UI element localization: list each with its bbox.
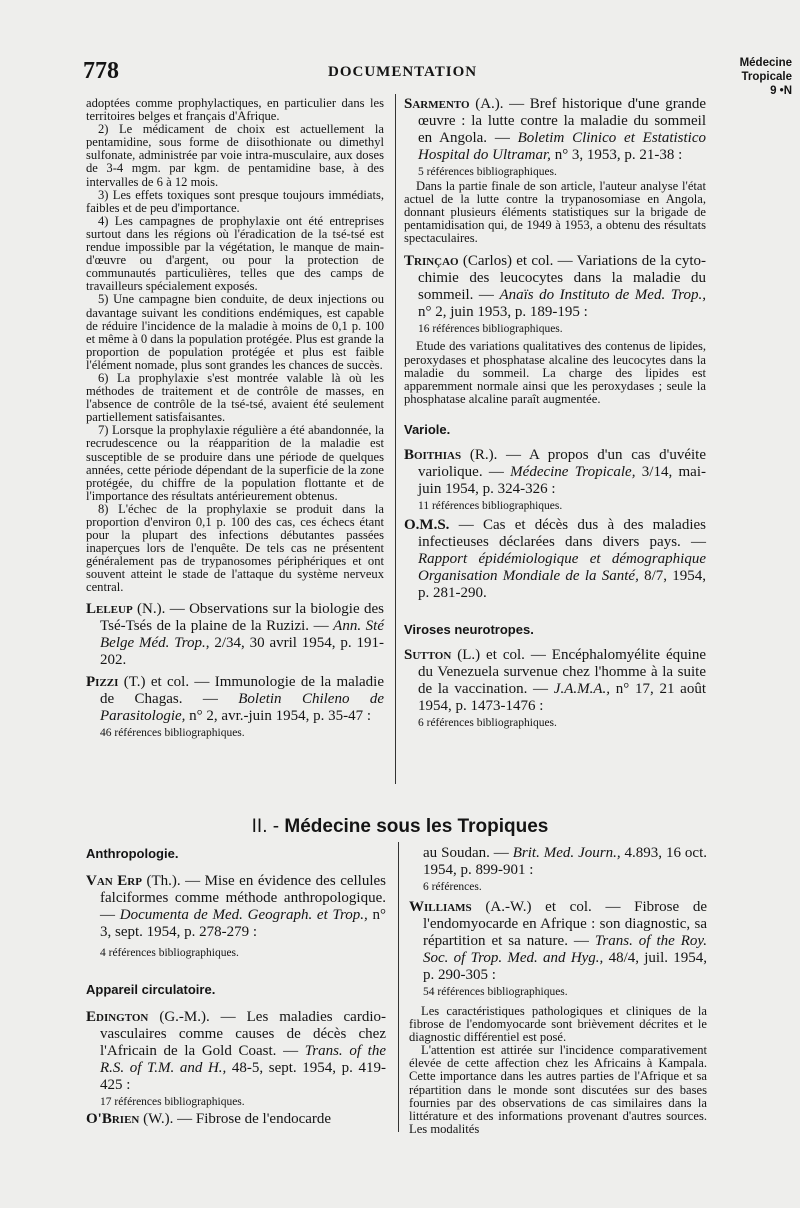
heading-anthropologie: Anthropologie. <box>86 846 179 861</box>
left-column-top <box>86 97 384 740</box>
reference-oms <box>404 517 706 602</box>
ref-author: Van Erp <box>86 873 142 889</box>
ref-author: Edington <box>86 1009 149 1025</box>
ref-author: Sutton <box>404 646 452 663</box>
corner-line-1: Médecine <box>739 57 792 69</box>
reference-leleup <box>86 601 384 669</box>
corner-label <box>722 56 792 98</box>
ref-title: (R.). — A propos d'un cas d'uvéite variolique. — <box>418 446 706 480</box>
right-column-bottom <box>409 845 707 1136</box>
ref-journal: Ann. Sté Belge Méd. Trop. <box>100 617 384 651</box>
ref-tail: 8/7, 1954, p. 281-290. <box>418 567 707 601</box>
ref-author: O.M.S. <box>404 516 450 533</box>
paragraph: 2) Le médicament de choix est actuellement la pentamidine, sous forme de diisothionate ou dimethyl sulfonate, administrée par voie intra-musculaire, aux doses de 3-4 mgm. par kgm. de pentamidine base, à des intervalles de 6 à 12 mois. <box>86 122 384 189</box>
reference-trincao <box>404 253 706 336</box>
corner-line-2: Tropicale <box>741 71 792 83</box>
ref-tail: n° 2, juin 1953, p. 189-195 : <box>418 304 588 321</box>
ref-journal: Trans. of the Roy. Soc. of Trop. Med. and Hyg., <box>423 933 707 966</box>
paragraph: 4) Les campagnes de prophylaxie ont été entreprises surtout dans les régions où l'éradication de la tsé-tsé est rendue impossible par la végétation, le manque de main-d'œuvre ou d'argent, ou pour la protection de communautés particulières, telles que des camps de travailleurs spécialement exposés. <box>86 213 384 294</box>
column-divider-bottom <box>398 842 399 1132</box>
ref-journal: Anaïs do Instituto de Med. Trop., <box>499 287 706 304</box>
ref-author: Trinçao <box>404 253 459 270</box>
ref-note: 54 références bibliographiques. <box>423 986 568 998</box>
paragraph: 5) Une campagne bien conduite, de deux injections ou davantage suivant les conditions endémiques, est capable de réduire l'incidence de la maladie à moins de 0,1 p. 100 et même à 0 dans la population protégée. Plus est grande la proportion de population protégée et plus est faible l'élément nomade, plus sont grandes les chances de succès. <box>86 292 384 372</box>
corner-line-3: 9 •N <box>770 85 792 97</box>
ref-note: 46 références bibliographiques. <box>100 726 245 739</box>
paragraph: 6) La prophylaxie s'est montrée valable là où les méthodes de traitement et de contrôle de masses, en l'absence de contrôle de la tsé-tsé, avaient été seulement partiellement satisfaisantes. <box>86 370 384 425</box>
ref-note: 16 références bibliographiques. <box>418 323 563 336</box>
heading-appareil-circulatoire: Appareil circulatoire. <box>86 982 216 997</box>
section-number: II. <box>251 816 268 837</box>
section-title: II. - Médecine sous les Tropiques <box>251 816 549 837</box>
ref-note: 6 références. <box>423 881 482 893</box>
reference-sarmento <box>404 96 706 179</box>
right-column-top <box>404 96 706 730</box>
reference-boithias <box>404 447 706 513</box>
heading-variole: Variole. <box>404 421 451 437</box>
ref-tail: n° 3, 1953, p. 21-38 : <box>550 147 683 163</box>
ref-tail: 4.893, 16 oct. 1954, p. 899-901 : <box>423 845 708 878</box>
ref-journal: Boletin Chileno de Parasitologie, <box>100 690 384 724</box>
ref-title: (T.) et col. — Immunologie de la maladie de Chagas. — <box>100 673 384 707</box>
ref-author: Sarmento <box>404 96 470 112</box>
ref-note: 17 références bibliographiques. <box>100 1096 245 1108</box>
reference-williams <box>409 899 707 999</box>
ref-title: (L.) et col. — Encéphalomyélite équine du Venezuela survenue chez l'homme à la suite de la vaccination. — <box>418 646 706 697</box>
ref-tail: n° 2, avr.-juin 1954, p. 35-47 : <box>185 707 371 724</box>
ref-author: Boithias <box>404 446 462 463</box>
reference-edington <box>86 1009 386 1109</box>
reference-sutton <box>404 647 706 730</box>
section-title-text: Médecine sous les Tropiques <box>284 816 549 837</box>
ref-journal: Rapport épidémiologique et démographique Organisation Mondiale de la Santé, <box>418 550 706 584</box>
reference-vanerp <box>86 873 386 960</box>
page-number: 778 <box>83 58 119 84</box>
ref-note: 5 références bibliographiques. <box>418 166 557 178</box>
ref-author: Williams <box>409 899 472 915</box>
conclusions-list <box>86 97 384 595</box>
ref-tail: 48/4, juil. 1954, p. 290-305 : <box>423 950 708 983</box>
ref-title: (A.). — Bref historique d'une grande œuvre : la lutte contre la maladie du sommeil en Angola. — <box>418 96 706 146</box>
ref-title: (A.-W.) et col. — Fibrose de l'endomyocarde en Afrique : son diagnostic, sa répartition et sa nature. — <box>423 899 707 949</box>
left-column-bottom <box>86 846 386 1128</box>
ref-tail: n° 3, sept. 1954, p. 278-279 : <box>100 907 387 940</box>
ref-journal: Médecine Tropicale, <box>510 463 636 480</box>
ref-author: O'Brien <box>86 1111 140 1127</box>
ref-note: 4 références bibliographiques. <box>100 947 239 959</box>
ref-title: — Cas et décès dus à des maladies infectieuses déclarées dans divers pays. — <box>418 516 706 550</box>
ref-journal: Documenta de Med. Geograph. et Trop., <box>119 907 368 923</box>
paragraph: 3) Les effets toxiques sont presque toujours immédiats, faibles et de peu d'importance. <box>86 187 384 215</box>
reference-continuation <box>409 845 707 894</box>
paragraph: 7) Lorsque la prophylaxie régulière a été abandonnée, la recrudescence ou la réapparition de la maladie est susceptible de se produire dans une période de quelques années, cette période dépendant de la superficie de la zone protégée, du chiffre de la population flottante et de l'importance des résultats antérieurement obtenus. <box>86 423 384 503</box>
ref-tail: n° 17, 21 août 1954, p. 1473-1476 : <box>418 680 706 714</box>
paragraph: 8) L'échec de la prophylaxie se produit dans la proportion d'environ 0,1 p. 100 des cas, ces échecs étant pour la plupart des infections débutantes passées inaperçues lors de l'enquête. De tels cas ne présentent généralement pas de trypanosomes périphériques et ont souvent atteint le stade de l'attaque du système nerveux central. <box>86 501 384 595</box>
ref-note: 6 références bibliographiques. <box>418 716 557 729</box>
ref-journal: Boletim Clinico et Estatistico Hospital do Ultramar, <box>418 130 706 163</box>
reference-pizzi <box>86 674 384 740</box>
ref-author: Pizzi <box>86 673 119 690</box>
heading-viroses: Viroses neurotropes. <box>404 621 534 637</box>
column-divider-top <box>395 94 396 784</box>
ref-tail: 48-5, sept. 1954, p. 419-425 : <box>100 1060 386 1093</box>
abstract: Dans la partie finale de son article, l'auteur analyse l'état actuel de la lutte contre la trypanosomiase en Angola, donnant plusieurs éléments statistiques sur la brigade de pentamidisation qui, de 1949 à 1953, a obtenu des résultats spectaculaires. <box>404 179 706 246</box>
ref-author: Leleup <box>86 600 133 617</box>
ref-title: au Soudan. — <box>423 845 513 861</box>
ref-journal: J.A.M.A., <box>553 680 611 697</box>
ref-tail: 3/14, mai-juin 1954, p. 324-326 : <box>418 463 706 497</box>
ref-journal: Brit. Med. Journ., <box>512 845 621 861</box>
paragraph: adoptées comme prophylactiques, en particulier dans les territoires belges et français d'Afrique. <box>86 96 384 124</box>
abstract: Les caractéristiques pathologiques et cliniques de la fibrose de l'endomyocarde sont brièvement décrites et le diagnostic différentiel est posé. <box>409 1004 707 1045</box>
ref-title: (Th.). — Mise en évidence des cellules falciformes comme méthode anthropologique. — <box>100 873 387 923</box>
abstract: Etude des variations qualitatives des contenus de lipides, peroxydases et phosphatase alcaline des leucocytes dans la maladie du sommeil. La charge des lipides est apparemment normale ainsi que les peroxydases ; seule la phosphatase alcaline paraît augmentée. <box>404 339 706 406</box>
ref-title: (N.). — Observations sur la biologie des Tsé-Tsés de la plaine de la Ruzizi. — <box>100 600 384 634</box>
ref-note: 11 références bibliographiques. <box>418 499 563 512</box>
ref-tail: , 2/34, 30 avril 1954, p. 191-202. <box>100 634 384 668</box>
ref-title: (W.). — Fibrose de l'endocarde <box>139 1111 332 1127</box>
ref-title: (Carlos) et col. — Variations de la cyto-chimie des leucocytes dans la maladie du sommeil. — <box>418 253 706 304</box>
ref-journal: Trans. of the R.S. of T.M. and H., <box>100 1043 386 1076</box>
reference-obrien <box>86 1111 386 1128</box>
ref-title: (G.-M.). — Les maladies cardio-vasculaires comme causes de décès chez l'Africain de la Gold Coast. — <box>100 1009 386 1059</box>
running-title: DOCUMENTATION <box>328 64 478 80</box>
abstract: L'attention est attirée sur l'incidence comparativement élevée de cette affection chez les Africains à Kampala. Cette importance dans les autres parties de l'Afrique et sa répartition dans le monde sont discutées sur des bases fournies par des observations de cas similaires dans la littérature et des informations provenant d'autres sources. Les modalités <box>409 1043 707 1136</box>
